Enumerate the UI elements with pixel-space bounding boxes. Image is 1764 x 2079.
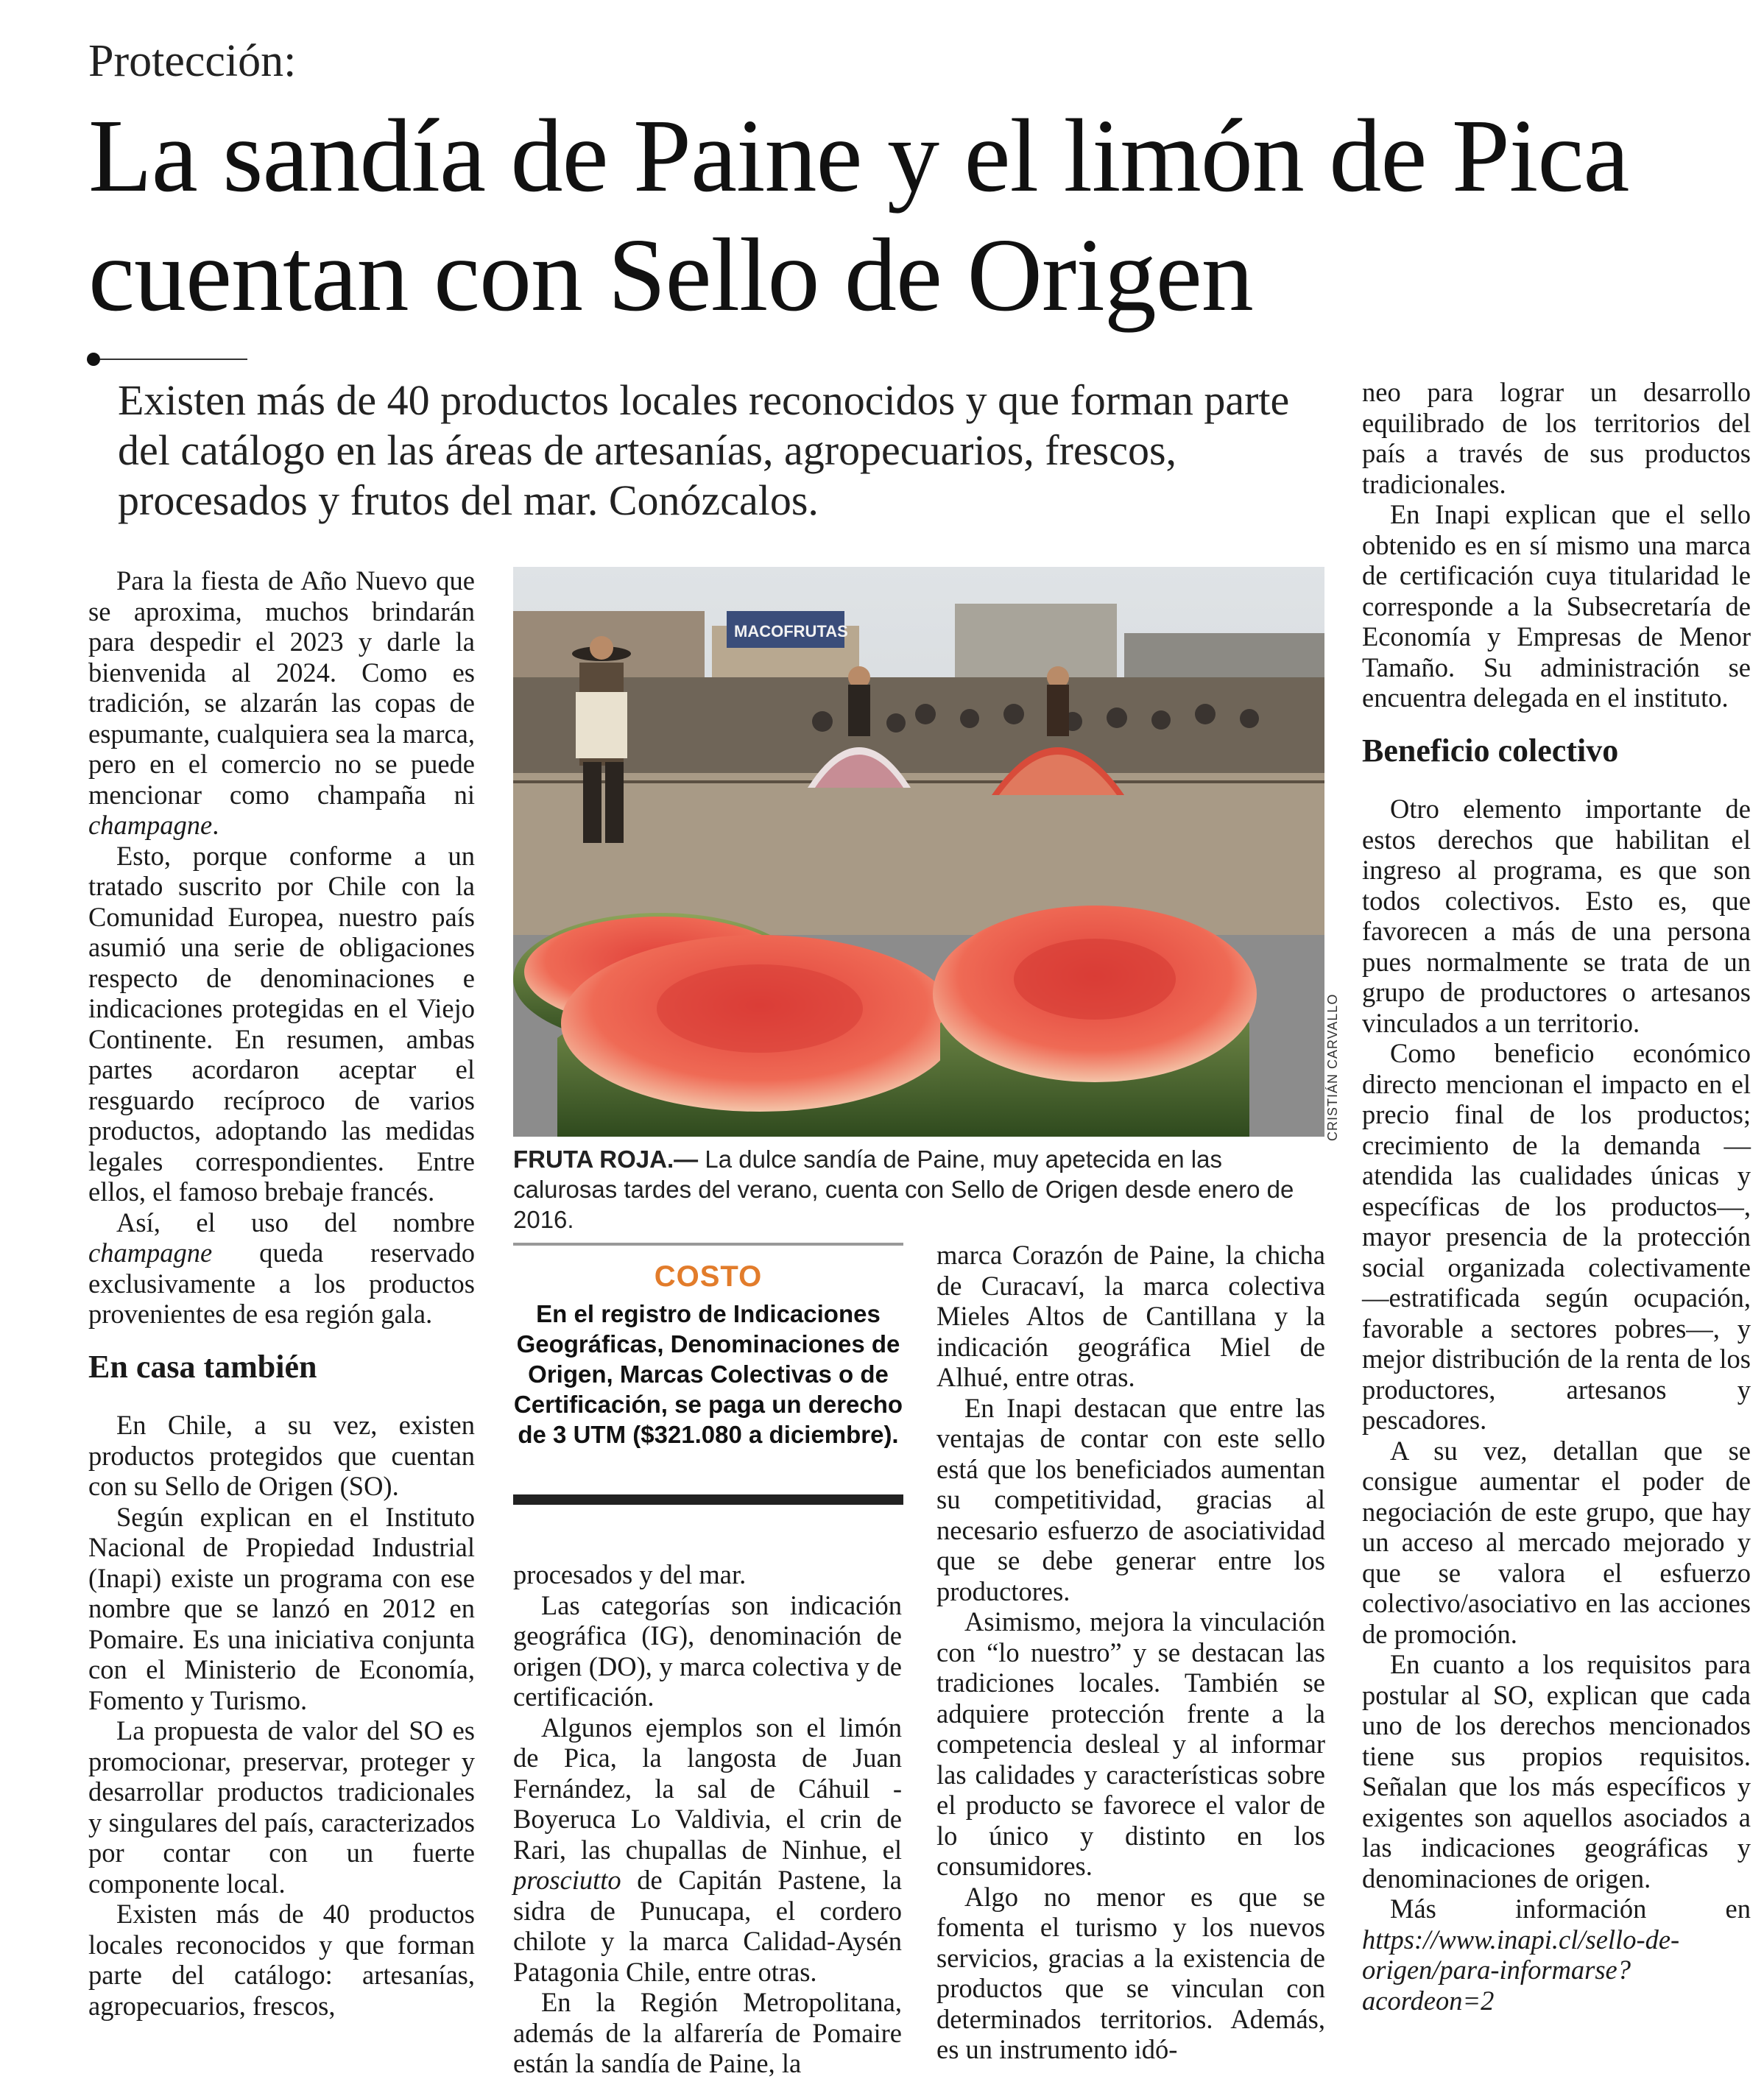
paragraph: Algo no menor es que se fomenta el turismo y los nuevos servicios, gracias a la existencia de productos que se vinculan con determinados territorios. Además, es un instrumento idó- <box>936 1881 1325 2064</box>
photo-credit: CRISTIÁN CARVALLO <box>1325 993 1340 1141</box>
column-4 <box>936 1240 1325 2065</box>
paragraph: Las categorías son indicación geográfica (IG), denominación de origen (DO), y marca colectiva y de certificación. <box>513 1589 902 1712</box>
paragraph: En cuanto a los requisitos para postular al SO, explican que cada uno de los derechos mencionados tiene sus propios requisitos. Señalan que los más específicos y exigentes son aquellos asociados a las indicaciones geográficas y denominaciones de origen. <box>1362 1649 1751 1893</box>
paragraph: Como beneficio económico directo mencionan el impacto en el precio final de los productos; crecimiento de la demanda —atendida las cualidades únicas y específicas de los productos—, mayor presencia de la protección social organizada colectivamente —estratificada según ocupación, favorable a sectores pobres—, y mejor distribución de la renta de los productores, artesanos y pescadores. <box>1362 1038 1751 1435</box>
paragraph: neo para lograr un desarrollo equilibrado de los territorios del país a través de sus productos tradicionales. <box>1362 377 1751 499</box>
column-3 <box>513 1559 902 2079</box>
sidebar-bottom-rule <box>513 1494 903 1505</box>
paragraph: procesados y del mar. <box>513 1559 747 1589</box>
headline: La sandía de Paine y el limón de Pica cuentan con Sello de Origen <box>88 97 1629 333</box>
paragraph: La propuesta de valor del SO es promocionar, preservar, proteger y desarrollar productos tradicionales y singulares del país, caracterizados por contar con un fuerte componente local. <box>88 1715 475 1899</box>
subhead-beneficio-colectivo: Beneficio colectivo <box>1362 732 1619 769</box>
paragraph: En la Región Metropolitana, además de la alfarería de Pomaire están la sandía de Paine, la <box>513 1987 902 2078</box>
rule-dot <box>87 353 100 366</box>
paragraph: Esto, porque conforme a un tratado suscrito por Chile con la Comunidad Europea, nuestro país asumió una serie de obligaciones respecto de denominaciones e indicaciones protegidas en el Viejo Continente. En resumen, ambas partes acordaron aceptar el resguardo recíproco de varios productos, adoptando las medidas legales correspondientes. Entre ellos, el famoso brebaje francés. <box>88 840 475 1207</box>
svg-text:MACOFRUTAS: MACOFRUTAS <box>734 622 848 640</box>
paragraph: En Chile, a su vez, existen productos protegidos que cuentan con su Sello de Origen (SO). <box>88 1410 475 1501</box>
paragraph: En Inapi destacan que entre las ventajas de contar con este sello está que los beneficiados aumentan su competitividad, gracias al necesario esfuerzo de asociatividad que se debe generar entre los productores. <box>936 1392 1325 1606</box>
paragraph: En Inapi explican que el sello obtenido es en sí mismo una marca de certificación cuya titularidad le corresponde a la Subsecretaría de Economía y Empresas de Menor Tamaño. Su administración se encuentra delegada en el instituto. <box>1362 499 1751 713</box>
kicker: Protección: <box>88 36 297 86</box>
sidebar-title: COSTO <box>654 1260 763 1293</box>
paragraph: Para la fiesta de Año Nuevo que se aproxima, muchos brindarán para despedir el 2023 y darle la bienvenida al 2024. Como es tradición, se alzarán las copas de espumante, cualquiera sea la marca, pero en el comercio no se puede mencionar como champaña ni champagne. <box>88 565 475 840</box>
lead-paragraph: Existen más de 40 productos locales reconocidos y que forman parte del catálogo en las áreas de artesanías, agropecuarios, frescos, procesados y frutos del mar. Conózcalos. <box>118 376 1290 524</box>
paragraph: Existen más de 40 productos locales reconocidos y que forman parte del catálogo: artesanías, agropecuarios, frescos, <box>88 1899 475 2021</box>
paragraph: Asimismo, mejora la vinculación con “lo nuestro” y se destacan las tradiciones locales. También se adquiere protección frente a la competencia desleal y al informar las calidades y características sobre el producto se favorece el valor de lo único y distinto en los consumidores. <box>936 1606 1325 1881</box>
photo-caption: FRUTA ROJA.— La dulce sandía de Paine, muy apetecida en las calurosas tardes del verano, cuenta con Sello de Origen desde enero de 2016. <box>513 1146 1294 1233</box>
photo-watermelon-dancers <box>513 567 1324 1137</box>
paragraph: Según explican en el Instituto Nacional de Propiedad Industrial (Inapi) existe un programa con ese nombre que se lanzó en 2012 en Pomaire. Es una iniciativa conjunta con el Ministerio de Economía, Fomento y Turismo. <box>88 1501 475 1715</box>
paragraph: marca Corazón de Paine, la chicha de Curacaví, la marca colectiva Mieles Altos de Cantillana y la indicación geográfica Miel de Alhué, entre otras. <box>936 1240 1325 1392</box>
sidebar-top-rule <box>513 1243 903 1246</box>
column-1 <box>88 565 475 2021</box>
sidebar-body: En el registro de Indicaciones Geográficas, Denominaciones de Origen, Marcas Colectivas o de Certificación, se paga un derecho de 3 UTM ($321.080 a diciembre). <box>513 1300 903 1448</box>
paragraph: Otro elemento importante de estos derechos que habilitan el ingreso al programa, es que son todos colectivos. Esto es, que favorecen a más de una persona pues normalmente se trata de un grupo de productores o artesanos vinculados a un territorio. <box>1362 794 1751 1038</box>
subhead-en-casa: En casa también <box>88 1348 317 1385</box>
paragraph: Algunos ejemplos son el limón de Pica, la langosta de Juan Fernández, la sal de Cáhuil - Boyeruca Lo Valdivia, el crin de Rari, las chupallas de Ninhue, el prosciutto de Capitán Pastene, la sidra de Punucapa, el cordero chilote y la marca Calidad-Aysén Patagonia Chile, entre otras. <box>513 1712 902 1987</box>
column-5 <box>1362 377 1751 2016</box>
inapi-link[interactable]: https://www.inapi.cl/sello-de-origen/para-informarse?acordeon=2 <box>1362 1924 1680 2016</box>
rule-line <box>100 359 247 360</box>
paragraph: A su vez, detallan que se consigue aumentar el poder de negociación de este grupo, que hay un acceso al mercado mejorado y que se valora el esfuerzo colectivo/asociativo en las acciones de promoción. <box>1362 1435 1751 1649</box>
paragraph: Más información en https://www.inapi.cl/sello-de-origen/para-informarse?acordeon=2 <box>1362 1893 1751 2016</box>
paragraph: Así, el uso del nombre champagne queda reservado exclusivamente a los productos provenientes de esa región gala. <box>88 1207 475 1329</box>
